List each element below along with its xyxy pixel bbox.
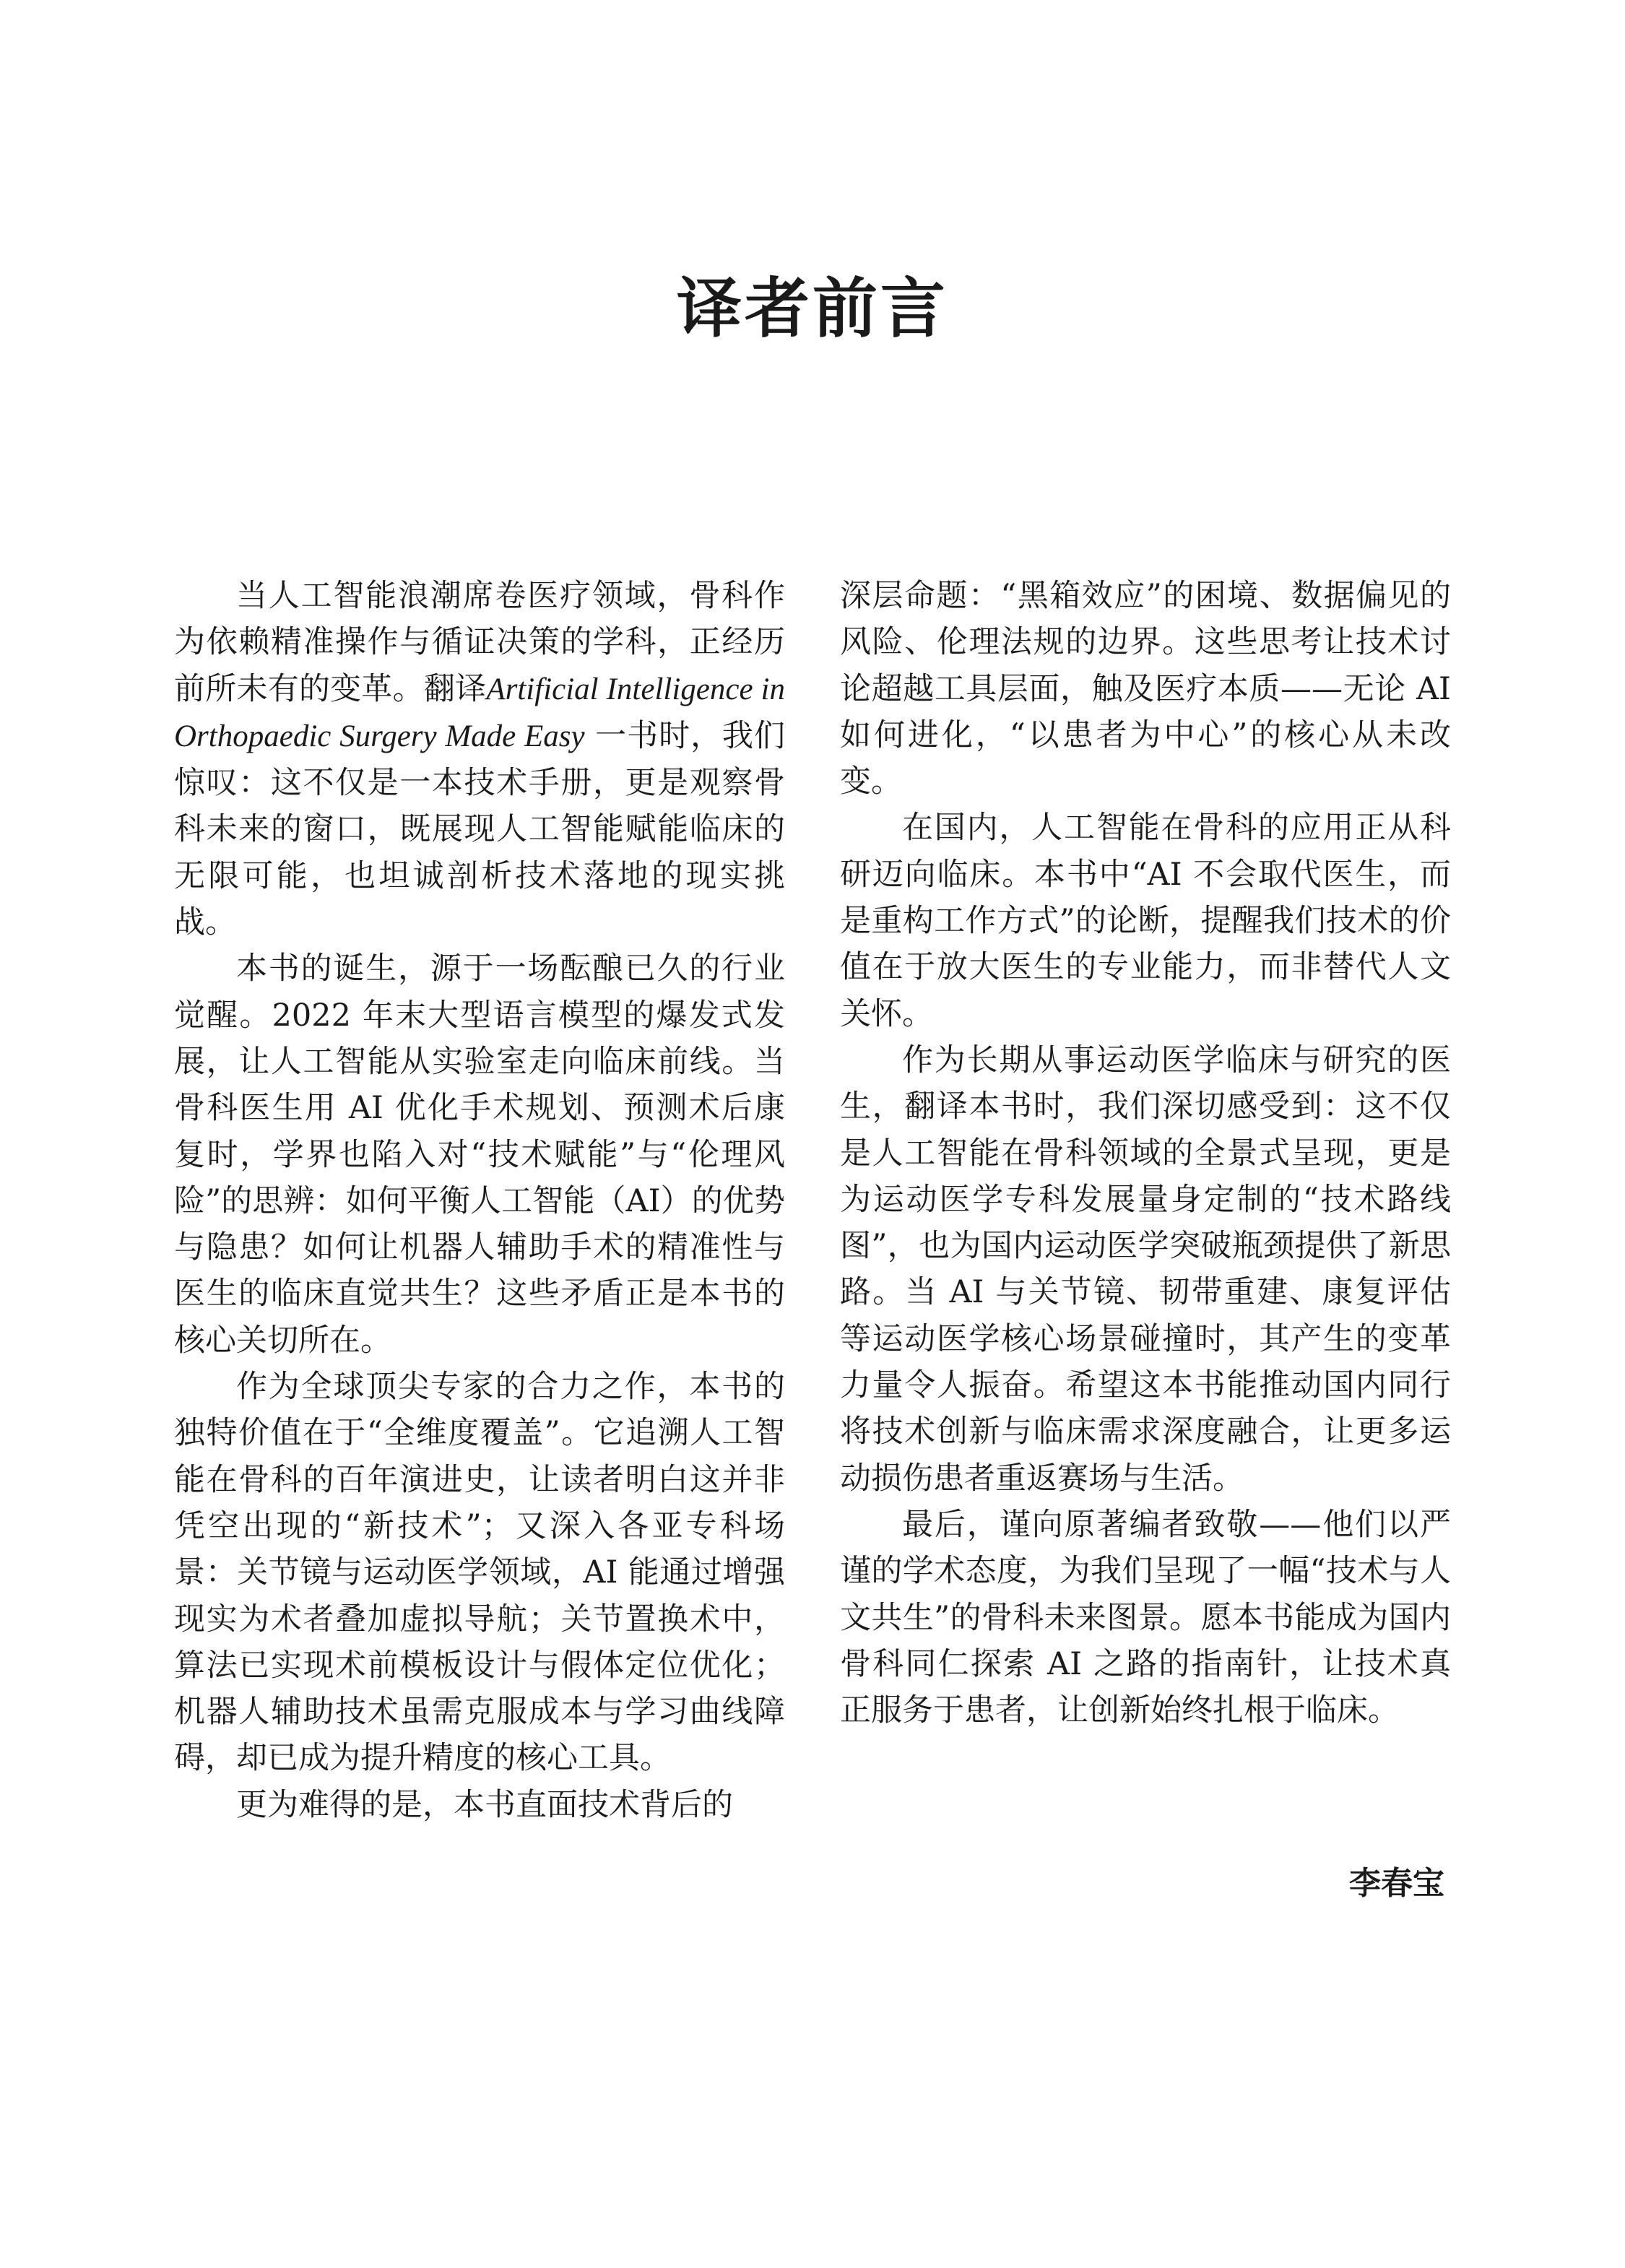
intro-text-before: 当人工智能浪潮席卷医疗领域，骨科作为依赖精准操作与循证决策的学科，正经历前所未有的变革。翻译 — [174, 578, 785, 707]
paragraph-intro — [174, 573, 785, 945]
paragraph-sports-medicine: 作为长期从事运动医学临床与研究的医生，翻译本书时，我们深切感受到：这不仅是人工智能在骨科领域的全景式呈现，更是为运动医学专科发展量身定制的“技术路线图”，也为国内运动医学突破瓶颈提供了新思路。当 AI 与关节镜、韧带重建、康复评估等运动医学核心场景碰撞时，其产生的变革力量令人振奋。希望这本书能推动国内同行将技术创新与临床需求深度融合，让更多运动损伤患者重返赛场与生活。 — [840, 1042, 1451, 1497]
paragraph-closing: 最后，谨向原著编者致敬——他们以严谨的学术态度，为我们呈现了一幅“技术与人文共生”的骨科未来图景。愿本书能成为国内骨科同仁探索 AI 之路的指南针，让技术真正服务于患者，让创新始终扎根于临床。 — [840, 1506, 1451, 1729]
paragraph-value: 作为全球顶尖专家的合力之作，本书的独特价值在于“全维度覆盖”。它追溯人工智能在骨科的百年演进史，让读者明白这并非凭空出现的“新技术”；又深入各亚专科场景：关节镜与运动医学领域，AI 能通过增强现实为术者叠加虚拟导航；关节置换术中，算法已实现术前模板设计与假体定位优化；机器人辅助技术虽需克服成本与学习曲线障碍，却已成为提升精度的核心工具。 — [174, 1369, 785, 1777]
paragraph-domestic: 在国内，人工智能在骨科的应用正从科研迈向临床。本书中“AI 不会取代医生，而是重构工作方式”的论断，提醒我们技术的价值在于放大医生的专业能力，而非替代人文关怀。 — [840, 810, 1451, 1032]
left-column — [174, 573, 785, 1828]
paragraph-deeper-continued: 深层命题：“黑箱效应”的困境、数据偏见的风险、伦理法规的边界。这些思考让技术讨论超越工具层面，触及医疗本质——无论 AI 如何进化，“以患者为中心”的核心从未改变。 — [840, 578, 1451, 800]
paragraph-deeper-start: 更为难得的是，本书直面技术背后的 — [236, 1786, 733, 1823]
translator-signature: 李春宝 — [1349, 1865, 1444, 1902]
right-column — [840, 573, 1451, 1734]
book-title: Artificial Intelligence in Orthopaedic Surgery Made Easy — [174, 672, 785, 753]
paragraph-origin: 本书的诞生，源于一场酝酿已久的行业觉醒。2022 年末大型语言模型的爆发式发展，让人工智能从实验室走向临床前线。当骨科医生用 AI 优化手术规划、预测术后康复时，学界也陷入对“技术赋能”与“伦理风险”的思辨：如何平衡人工智能（AI）的优势与隐患？如何让机器人辅助手术的精准性与医生的临床直觉共生？这些矛盾正是本书的核心关切所在。 — [174, 951, 785, 1359]
page-title: 译者前言 — [677, 270, 948, 347]
intro-text-after: 一书时，我们惊叹：这不仅是一本技术手册，更是观察骨科未来的窗口，既展现人工智能赋能临床的无限可能，也坦诚剖析技术落地的现实挑战。 — [174, 717, 785, 941]
